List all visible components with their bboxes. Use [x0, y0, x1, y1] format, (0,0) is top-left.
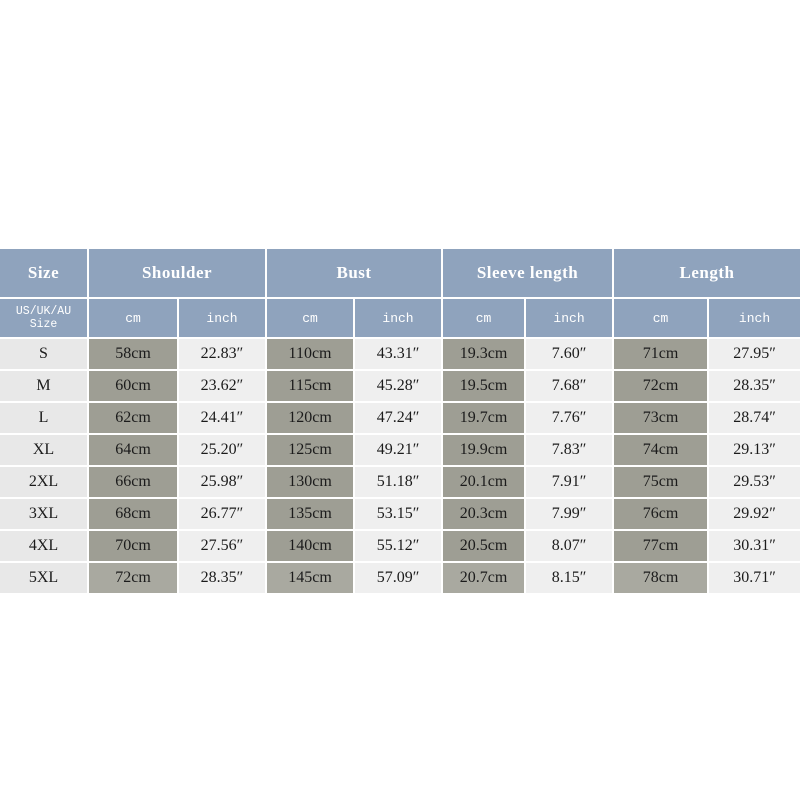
size-chart: [0, 249, 800, 593]
header-sleeve-length: Sleeve length: [442, 249, 613, 298]
cell-bust-cm: 115cm: [266, 370, 354, 402]
table-row: [0, 434, 800, 466]
cell-length-cm: 71cm: [613, 338, 708, 370]
cell-length-cm: 78cm: [613, 562, 708, 593]
cell-bust-cm: 125cm: [266, 434, 354, 466]
table-row: [0, 370, 800, 402]
header-unit-shoulder-cm: cm: [88, 298, 178, 338]
cell-sleeve-inch: 7.76″: [525, 402, 613, 434]
cell-sleeve-cm: 19.3cm: [442, 338, 525, 370]
cell-sleeve-cm: 20.7cm: [442, 562, 525, 593]
cell-sleeve-cm: 20.3cm: [442, 498, 525, 530]
header-unit-sleeve-cm: cm: [442, 298, 525, 338]
cell-size: S: [0, 338, 88, 370]
header-unit-size-line2: Size: [29, 318, 58, 331]
cell-sleeve-inch: 8.15″: [525, 562, 613, 593]
cell-bust-cm: 120cm: [266, 402, 354, 434]
cell-shoulder-inch: 25.20″: [178, 434, 266, 466]
cell-shoulder-cm: 66cm: [88, 466, 178, 498]
cell-length-inch: 29.92″: [708, 498, 800, 530]
cell-bust-inch: 53.15″: [354, 498, 442, 530]
cell-length-inch: 30.71″: [708, 562, 800, 593]
table-row: [0, 530, 800, 562]
cell-bust-inch: 57.09″: [354, 562, 442, 593]
header-unit-bust-cm: cm: [266, 298, 354, 338]
cell-length-inch: 30.31″: [708, 530, 800, 562]
table-row: [0, 498, 800, 530]
header-size: Size: [0, 249, 88, 298]
cell-size: 3XL: [0, 498, 88, 530]
cell-shoulder-inch: 24.41″: [178, 402, 266, 434]
table-row: [0, 562, 800, 593]
cell-length-cm: 72cm: [613, 370, 708, 402]
cell-shoulder-inch: 23.62″: [178, 370, 266, 402]
header-unit-bust-inch: inch: [354, 298, 442, 338]
cell-bust-inch: 47.24″: [354, 402, 442, 434]
header-unit-size-line1: US/UK/AU: [15, 305, 72, 318]
cell-shoulder-cm: 68cm: [88, 498, 178, 530]
cell-sleeve-cm: 20.1cm: [442, 466, 525, 498]
cell-shoulder-cm: 62cm: [88, 402, 178, 434]
cell-length-inch: 29.53″: [708, 466, 800, 498]
cell-size: 5XL: [0, 562, 88, 593]
cell-bust-cm: 110cm: [266, 338, 354, 370]
cell-shoulder-inch: 22.83″: [178, 338, 266, 370]
cell-sleeve-inch: 8.07″: [525, 530, 613, 562]
cell-bust-inch: 55.12″: [354, 530, 442, 562]
cell-shoulder-cm: 72cm: [88, 562, 178, 593]
header-unit-length-cm: cm: [613, 298, 708, 338]
table-row: [0, 402, 800, 434]
header-length: Length: [613, 249, 800, 298]
cell-bust-inch: 51.18″: [354, 466, 442, 498]
cell-length-cm: 77cm: [613, 530, 708, 562]
cell-length-inch: 28.35″: [708, 370, 800, 402]
cell-shoulder-inch: 26.77″: [178, 498, 266, 530]
cell-sleeve-inch: 7.99″: [525, 498, 613, 530]
cell-bust-cm: 145cm: [266, 562, 354, 593]
table-header-unit-row: [0, 298, 800, 338]
table-header-group-row: [0, 249, 800, 298]
header-unit-shoulder-inch: inch: [178, 298, 266, 338]
cell-length-inch: 28.74″: [708, 402, 800, 434]
table-row: [0, 466, 800, 498]
header-unit-sleeve-inch: inch: [525, 298, 613, 338]
cell-length-inch: 29.13″: [708, 434, 800, 466]
header-unit-length-inch: inch: [708, 298, 800, 338]
header-unit-size: [0, 298, 88, 338]
cell-sleeve-cm: 19.7cm: [442, 402, 525, 434]
cell-sleeve-cm: 19.5cm: [442, 370, 525, 402]
cell-shoulder-cm: 64cm: [88, 434, 178, 466]
cell-shoulder-cm: 58cm: [88, 338, 178, 370]
cell-shoulder-inch: 27.56″: [178, 530, 266, 562]
cell-bust-inch: 45.28″: [354, 370, 442, 402]
cell-shoulder-cm: 70cm: [88, 530, 178, 562]
cell-length-cm: 73cm: [613, 402, 708, 434]
cell-length-cm: 74cm: [613, 434, 708, 466]
cell-shoulder-inch: 25.98″: [178, 466, 266, 498]
header-bust: Bust: [266, 249, 442, 298]
cell-length-inch: 27.95″: [708, 338, 800, 370]
cell-size: XL: [0, 434, 88, 466]
cell-bust-cm: 140cm: [266, 530, 354, 562]
cell-size: M: [0, 370, 88, 402]
cell-sleeve-inch: 7.83″: [525, 434, 613, 466]
cell-sleeve-cm: 20.5cm: [442, 530, 525, 562]
cell-length-cm: 76cm: [613, 498, 708, 530]
cell-sleeve-inch: 7.68″: [525, 370, 613, 402]
cell-sleeve-cm: 19.9cm: [442, 434, 525, 466]
cell-shoulder-inch: 28.35″: [178, 562, 266, 593]
cell-bust-cm: 135cm: [266, 498, 354, 530]
cell-shoulder-cm: 60cm: [88, 370, 178, 402]
cell-bust-cm: 130cm: [266, 466, 354, 498]
size-chart-table: [0, 249, 800, 593]
cell-size: 4XL: [0, 530, 88, 562]
cell-bust-inch: 49.21″: [354, 434, 442, 466]
cell-sleeve-inch: 7.60″: [525, 338, 613, 370]
cell-size: 2XL: [0, 466, 88, 498]
header-shoulder: Shoulder: [88, 249, 266, 298]
table-row: [0, 338, 800, 370]
cell-size: L: [0, 402, 88, 434]
cell-sleeve-inch: 7.91″: [525, 466, 613, 498]
cell-length-cm: 75cm: [613, 466, 708, 498]
cell-bust-inch: 43.31″: [354, 338, 442, 370]
